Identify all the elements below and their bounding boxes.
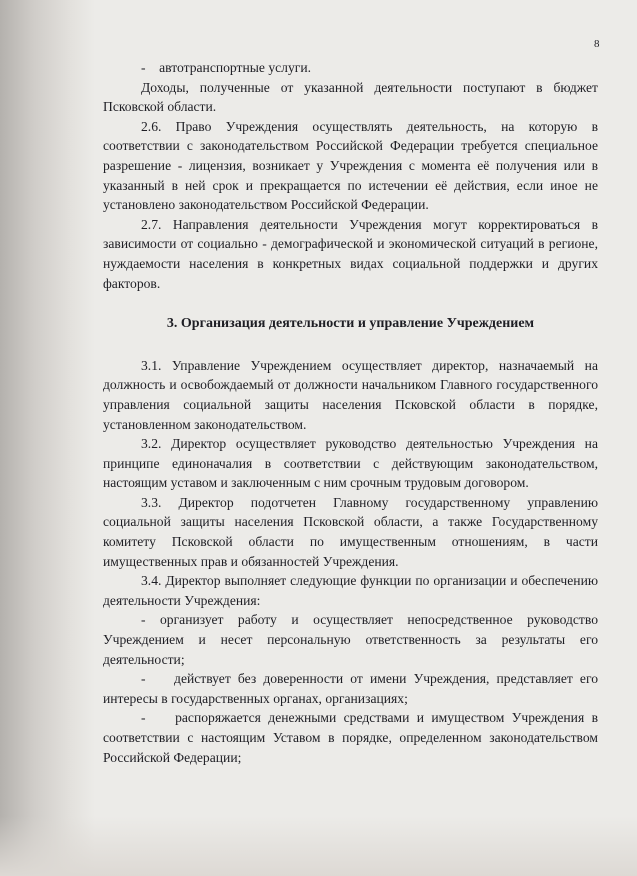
paragraph-3-1: 3.1. Управление Учреждением осуществляет директор, назначаемый на должность и освобождаемый от должности начальником Главного государственного управления социальной защиты населения Псковской области в порядке, установленном законодательством.: [103, 357, 598, 432]
paragraph-2-7: 2.7. Направления деятельности Учреждения могут корректироваться в зависимости от социально - демографической и экономической ситуаций в регионе, нуждаемости населения в конкретных видах социальной поддержки и других факторов.: [103, 216, 598, 291]
list-item: - организует работу и осуществляет непосредственное руководство Учреждением и несет персональную ответственность за результаты его деятельности;: [103, 612, 598, 667]
paragraph-2-6: 2.6. Право Учреждения осуществлять деятельность, на которую в соответствии с законодательством Российской Федерации требуется специальное разрешение - лицензия, возникает у Учреждения с момента её получения или в указанный в ней срок и прекращается по истечении её действия, если иное не установлено законодательством Российской Федерации.: [103, 118, 598, 213]
page-number: 8: [594, 38, 600, 50]
paragraph-3-3: 3.3. Директор подотчетен Главному государственному управлению социальной защиты населения Псковской области, а также Государственному комитету Псковской области по имущественным отношениям, в части имущественных прав и обязанностей Учреждения.: [103, 494, 598, 569]
scan-shadow-bottom: [0, 816, 637, 876]
list-item: - автотранспортные услуги.: [141, 60, 311, 75]
list-item: - действует без доверенности от имени Учреждения, представляет его интересы в государственных органах, организациях;: [103, 671, 598, 706]
list-item: - распоряжается денежными средствами и имуществом Учреждения в соответствии с настоящим Уставом в порядке, определенном законодательством Российской Федерации;: [103, 710, 598, 765]
scan-shadow-left: [0, 0, 95, 876]
paragraph-3-4: 3.4. Директор выполняет следующие функции по организации и обеспечению деятельности Учреждения:: [103, 573, 598, 608]
document-body: [103, 58, 598, 767]
paragraph: Доходы, полученные от указанной деятельности поступают в бюджет Псковской области.: [103, 79, 598, 115]
section-heading: 3. Организация деятельности и управление Учреждением: [166, 316, 535, 332]
paragraph-3-2: 3.2. Директор осуществляет руководство деятельностью Учреждения на принципе единоначалия в соответствии с действующим законодательством, настоящим уставом и заключенным с ним срочным трудовым договором.: [103, 436, 598, 491]
